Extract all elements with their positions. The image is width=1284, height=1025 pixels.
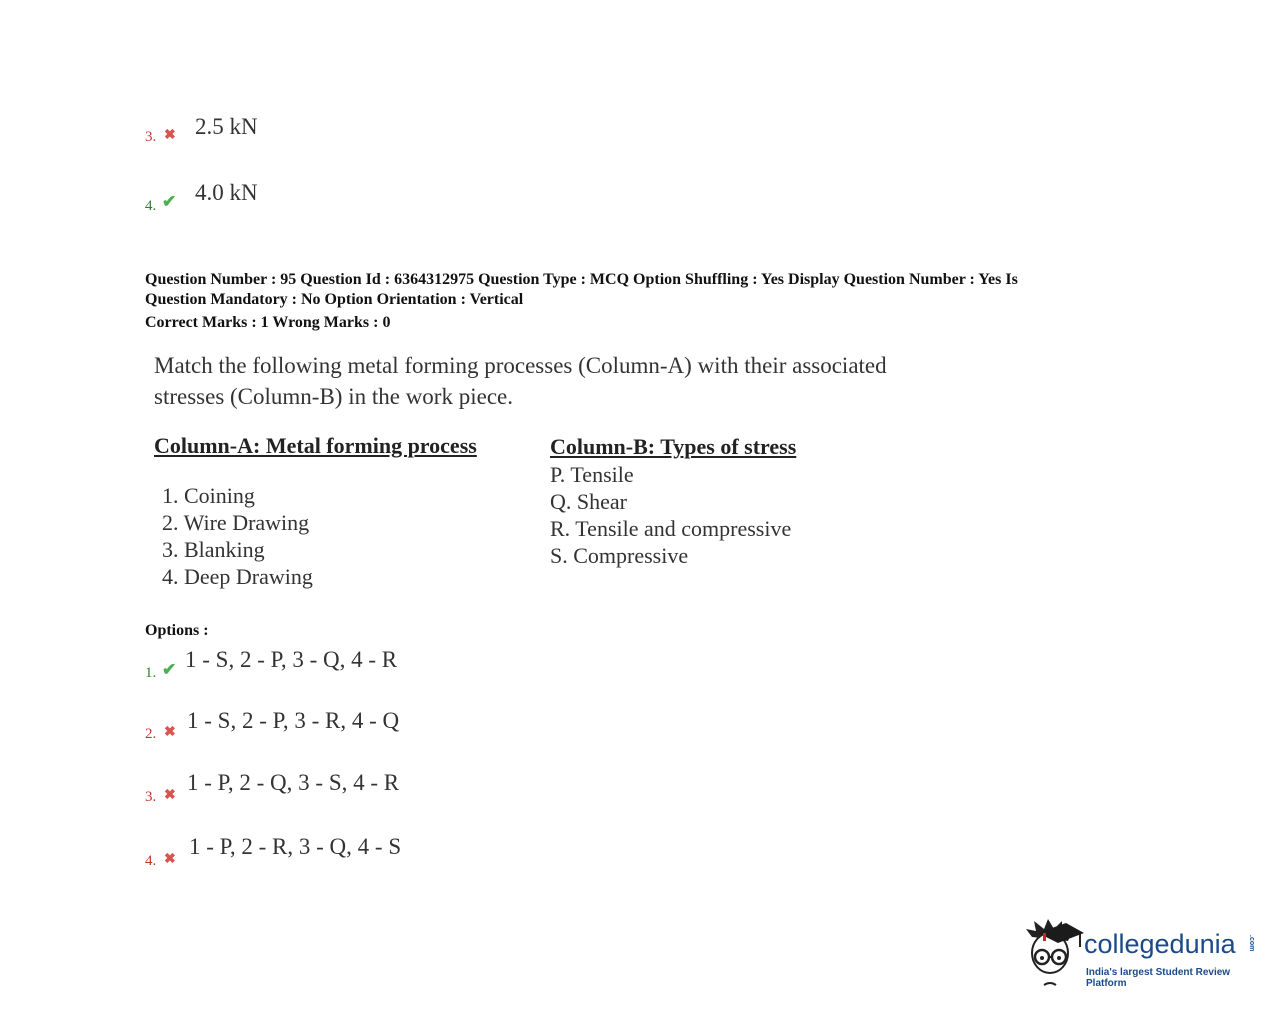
- option-number: 3.: [145, 789, 157, 805]
- option-text: 2.5 kN: [195, 114, 258, 139]
- question-text-line: stresses (Column-B) in the work piece.: [154, 384, 513, 409]
- column-a-item: 2. Wire Drawing: [162, 510, 310, 535]
- option-text: 1 - S, 2 - P, 3 - Q, 4 - R: [185, 647, 398, 672]
- column-a-item: 1. Coining: [162, 483, 255, 508]
- column-b-item: P. Tensile: [550, 462, 634, 487]
- option-text: 4.0 kN: [195, 180, 258, 205]
- cross-icon: ✖: [164, 725, 176, 740]
- logo-suffix: .com: [1248, 935, 1255, 952]
- check-icon: ✔: [162, 192, 177, 211]
- collegedunia-logo[interactable]: [1022, 915, 1262, 990]
- option-text: 1 - P, 2 - R, 3 - Q, 4 - S: [189, 834, 402, 859]
- column-b-item: R. Tensile and compressive: [550, 516, 792, 541]
- question-meta: [145, 270, 1145, 310]
- option-number: 2.: [145, 726, 157, 742]
- column-b-list: [550, 461, 791, 569]
- mascot-icon: [1022, 915, 1086, 987]
- column-a-list: [162, 482, 313, 590]
- option-text: 1 - S, 2 - P, 3 - R, 4 - Q: [187, 708, 400, 733]
- column-a-item: 4. Deep Drawing: [162, 564, 313, 589]
- question-meta-line: Question Number : 95 Question Id : 6364312975 Question Type : MCQ Option Shuffling : Yes Display Question Number : Yes Is: [145, 271, 1018, 288]
- cross-icon: ✖: [164, 852, 176, 867]
- column-b-item: Q. Shear: [550, 489, 627, 514]
- question-text: [154, 350, 954, 412]
- logo-brand: collegedunia: [1084, 929, 1236, 959]
- column-b-heading: Column-B: Types of stress: [550, 434, 797, 459]
- option-number: 1.: [145, 665, 157, 681]
- question-text-line: Match the following metal forming processes (Column-A) with their associated: [154, 353, 887, 378]
- cross-icon: ✖: [164, 788, 176, 803]
- cross-icon: ✖: [164, 128, 176, 143]
- column-a-item: 3. Blanking: [162, 537, 265, 562]
- option-text: 1 - P, 2 - Q, 3 - S, 4 - R: [187, 770, 400, 795]
- options-label: Options :: [145, 622, 209, 639]
- column-b-item: S. Compressive: [550, 543, 689, 568]
- option-number: 4.: [145, 853, 157, 869]
- check-icon: ✔: [162, 660, 177, 679]
- question-meta-line: Question Mandatory : No Option Orientation : Vertical: [145, 291, 524, 308]
- option-number: 3.: [145, 129, 157, 145]
- column-a-heading: Column-A: Metal forming process: [154, 433, 477, 458]
- option-number: 4.: [145, 198, 157, 214]
- logo-tagline: India's largest Student Review Platform: [1086, 967, 1231, 989]
- marks-line: Correct Marks : 1 Wrong Marks : 0: [145, 314, 391, 331]
